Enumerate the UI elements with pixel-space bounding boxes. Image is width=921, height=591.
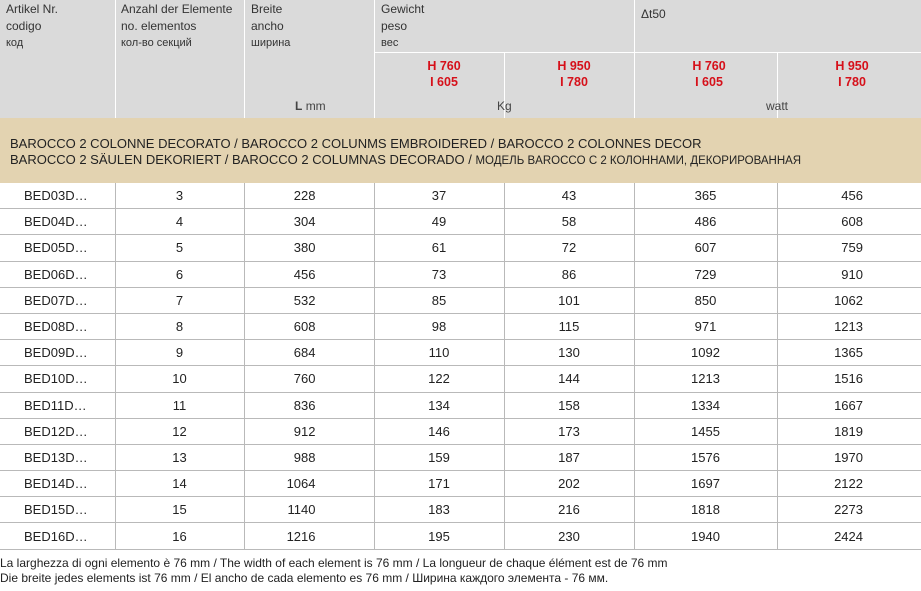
header-weight <box>381 1 424 52</box>
cell-article-code: BED16D… <box>0 523 115 549</box>
cell-width-mm: 988 <box>244 444 374 470</box>
cell-weight-h950: 202 <box>504 471 634 497</box>
cell-article-code: BED13D… <box>0 444 115 470</box>
cell-weight-h760: 61 <box>374 235 504 261</box>
header-article-de: Artikel Nr. <box>6 2 59 16</box>
table-row <box>0 366 921 392</box>
cell-element-count: 13 <box>115 444 244 470</box>
table-row <box>0 340 921 366</box>
table-row <box>0 497 921 523</box>
cell-element-count: 16 <box>115 523 244 549</box>
cell-weight-h760: 98 <box>374 313 504 339</box>
cell-watt-h950: 1516 <box>777 366 921 392</box>
cell-weight-h950: 130 <box>504 340 634 366</box>
variant-spacing: I 780 <box>838 75 866 89</box>
cell-watt-h950: 1819 <box>777 418 921 444</box>
header-elements <box>121 1 232 52</box>
variant-watt-760 <box>634 58 784 90</box>
header-weight-de: Gewicht <box>381 2 425 16</box>
table-row <box>0 209 921 235</box>
cell-width-mm: 456 <box>244 261 374 287</box>
cell-watt-h950: 1970 <box>777 444 921 470</box>
table-header <box>0 0 921 118</box>
variant-height: H 760 <box>692 59 726 73</box>
cell-watt-h760: 365 <box>634 183 777 209</box>
footnotes <box>0 556 668 586</box>
cell-width-mm: 532 <box>244 287 374 313</box>
unit-width-mm: mm <box>305 99 326 113</box>
cell-weight-h760: 85 <box>374 287 504 313</box>
header-width-ru: ширина <box>251 37 291 49</box>
table-row <box>0 287 921 313</box>
header-article <box>6 1 58 52</box>
cell-weight-h760: 49 <box>374 209 504 235</box>
cell-article-code: BED04D… <box>0 209 115 235</box>
cell-watt-h760: 850 <box>634 287 777 313</box>
cell-watt-h950: 1213 <box>777 313 921 339</box>
table-row <box>0 523 921 549</box>
cell-article-code: BED05D… <box>0 235 115 261</box>
cell-article-code: BED06D… <box>0 261 115 287</box>
header-weight-ru: вес <box>381 37 399 49</box>
cell-watt-h760: 1092 <box>634 340 777 366</box>
cell-watt-h950: 2273 <box>777 497 921 523</box>
cell-element-count: 9 <box>115 340 244 366</box>
cell-article-code: BED08D… <box>0 313 115 339</box>
cell-watt-h760: 1940 <box>634 523 777 549</box>
header-width-de: Breite <box>251 2 283 16</box>
cell-article-code: BED14D… <box>0 471 115 497</box>
cell-weight-h760: 37 <box>374 183 504 209</box>
cell-watt-h760: 729 <box>634 261 777 287</box>
footnote-line1: La larghezza di ogni elemento è 76 mm / The width of each element is 76 mm / La longueur de chaque élément est de 76 mm <box>0 556 668 570</box>
header-elements-de: Anzahl der Elemente <box>121 2 233 16</box>
cell-element-count: 10 <box>115 366 244 392</box>
header-divider <box>374 52 921 53</box>
cell-watt-h950: 2424 <box>777 523 921 549</box>
cell-weight-h760: 134 <box>374 392 504 418</box>
table-row <box>0 471 921 497</box>
cell-article-code: BED11D… <box>0 392 115 418</box>
cell-watt-h760: 971 <box>634 313 777 339</box>
spec-table-body <box>0 183 921 549</box>
cell-width-mm: 1064 <box>244 471 374 497</box>
cell-watt-h950: 456 <box>777 183 921 209</box>
cell-weight-h760: 195 <box>374 523 504 549</box>
header-elements-es: no. elementos <box>121 19 197 33</box>
unit-width <box>295 99 326 113</box>
header-width <box>251 1 290 52</box>
cell-width-mm: 836 <box>244 392 374 418</box>
cell-weight-h950: 144 <box>504 366 634 392</box>
cell-weight-h950: 158 <box>504 392 634 418</box>
cell-width-mm: 228 <box>244 183 374 209</box>
cell-weight-h950: 86 <box>504 261 634 287</box>
cell-element-count: 7 <box>115 287 244 313</box>
header-article-es: codigo <box>6 19 42 33</box>
variant-watt-950 <box>777 58 921 90</box>
cell-watt-h760: 486 <box>634 209 777 235</box>
cell-weight-h760: 110 <box>374 340 504 366</box>
table-row <box>0 261 921 287</box>
variant-height: H 760 <box>427 59 461 73</box>
cell-watt-h950: 1667 <box>777 392 921 418</box>
product-title-band <box>0 118 921 183</box>
cell-watt-h950: 608 <box>777 209 921 235</box>
cell-element-count: 14 <box>115 471 244 497</box>
product-title-line2 <box>10 152 801 167</box>
cell-article-code: BED15D… <box>0 497 115 523</box>
cell-width-mm: 1140 <box>244 497 374 523</box>
cell-weight-h760: 171 <box>374 471 504 497</box>
cell-watt-h950: 759 <box>777 235 921 261</box>
cell-weight-h950: 173 <box>504 418 634 444</box>
header-weight-es: peso <box>381 19 408 33</box>
cell-width-mm: 380 <box>244 235 374 261</box>
footnote-line2: Die breite jedes elements ist 76 mm / El ancho de cada elemento es 76 mm / Ширина каждого элемента - 76 мм. <box>0 571 609 585</box>
cell-weight-h760: 146 <box>374 418 504 444</box>
cell-weight-h760: 183 <box>374 497 504 523</box>
cell-weight-h760: 159 <box>374 444 504 470</box>
cell-weight-h950: 187 <box>504 444 634 470</box>
cell-watt-h760: 1576 <box>634 444 777 470</box>
product-title-line2-cyrillic: МОДЕЛЬ BAROCCO С 2 КОЛОННАМИ, ДЕКОРИРОВАННАЯ <box>475 155 802 167</box>
table-row <box>0 444 921 470</box>
cell-element-count: 6 <box>115 261 244 287</box>
cell-watt-h760: 1818 <box>634 497 777 523</box>
cell-weight-h760: 73 <box>374 261 504 287</box>
cell-element-count: 3 <box>115 183 244 209</box>
cell-width-mm: 760 <box>244 366 374 392</box>
cell-watt-h950: 910 <box>777 261 921 287</box>
cell-weight-h950: 43 <box>504 183 634 209</box>
header-divider <box>115 0 116 118</box>
cell-weight-h950: 216 <box>504 497 634 523</box>
cell-article-code: BED03D… <box>0 183 115 209</box>
cell-watt-h950: 1365 <box>777 340 921 366</box>
cell-watt-h950: 1062 <box>777 287 921 313</box>
header-elements-ru: кол-во секций <box>121 37 192 49</box>
cell-width-mm: 304 <box>244 209 374 235</box>
cell-width-mm: 608 <box>244 313 374 339</box>
cell-width-mm: 684 <box>244 340 374 366</box>
cell-weight-h950: 72 <box>504 235 634 261</box>
cell-watt-h760: 1697 <box>634 471 777 497</box>
variant-spacing: I 780 <box>560 75 588 89</box>
table-row <box>0 235 921 261</box>
unit-watt: watt <box>766 99 789 113</box>
cell-width-mm: 912 <box>244 418 374 444</box>
cell-element-count: 4 <box>115 209 244 235</box>
cell-article-code: BED09D… <box>0 340 115 366</box>
cell-article-code: BED07D… <box>0 287 115 313</box>
variant-spacing: I 605 <box>695 75 723 89</box>
table-row <box>0 418 921 444</box>
header-dt50: Δt50 <box>641 7 666 21</box>
cell-watt-h760: 1455 <box>634 418 777 444</box>
variant-weight-950 <box>504 58 644 90</box>
cell-watt-h950: 2122 <box>777 471 921 497</box>
variant-height: H 950 <box>835 59 869 73</box>
variant-spacing: I 605 <box>430 75 458 89</box>
header-divider <box>244 0 245 118</box>
cell-weight-h950: 101 <box>504 287 634 313</box>
unit-weight: Kg <box>497 99 512 113</box>
product-title-line1: BAROCCO 2 COLONNE DECORATO / BAROCCO 2 COLUNMS EMBROIDERED / BAROCCO 2 COLONNES DECOR <box>10 136 702 151</box>
cell-width-mm: 1216 <box>244 523 374 549</box>
cell-article-code: BED10D… <box>0 366 115 392</box>
cell-watt-h760: 1213 <box>634 366 777 392</box>
cell-watt-h760: 1334 <box>634 392 777 418</box>
cell-weight-h760: 122 <box>374 366 504 392</box>
header-width-es: ancho <box>251 19 284 33</box>
table-row <box>0 392 921 418</box>
cell-element-count: 5 <box>115 235 244 261</box>
cell-element-count: 15 <box>115 497 244 523</box>
cell-weight-h950: 230 <box>504 523 634 549</box>
cell-element-count: 8 <box>115 313 244 339</box>
table-row <box>0 313 921 339</box>
cell-article-code: BED12D… <box>0 418 115 444</box>
cell-weight-h950: 115 <box>504 313 634 339</box>
unit-width-symbol: L <box>295 99 303 113</box>
spec-table <box>0 183 921 550</box>
cell-watt-h760: 607 <box>634 235 777 261</box>
table-row <box>0 183 921 209</box>
header-article-ru: код <box>6 37 24 49</box>
cell-element-count: 11 <box>115 392 244 418</box>
cell-element-count: 12 <box>115 418 244 444</box>
product-title-line2-latin: BAROCCO 2 SÄULEN DEKORIERT / BAROCCO 2 COLUMNAS DECORADO / <box>10 152 476 167</box>
variant-weight-760 <box>374 58 514 90</box>
variant-height: H 950 <box>557 59 591 73</box>
cell-weight-h950: 58 <box>504 209 634 235</box>
